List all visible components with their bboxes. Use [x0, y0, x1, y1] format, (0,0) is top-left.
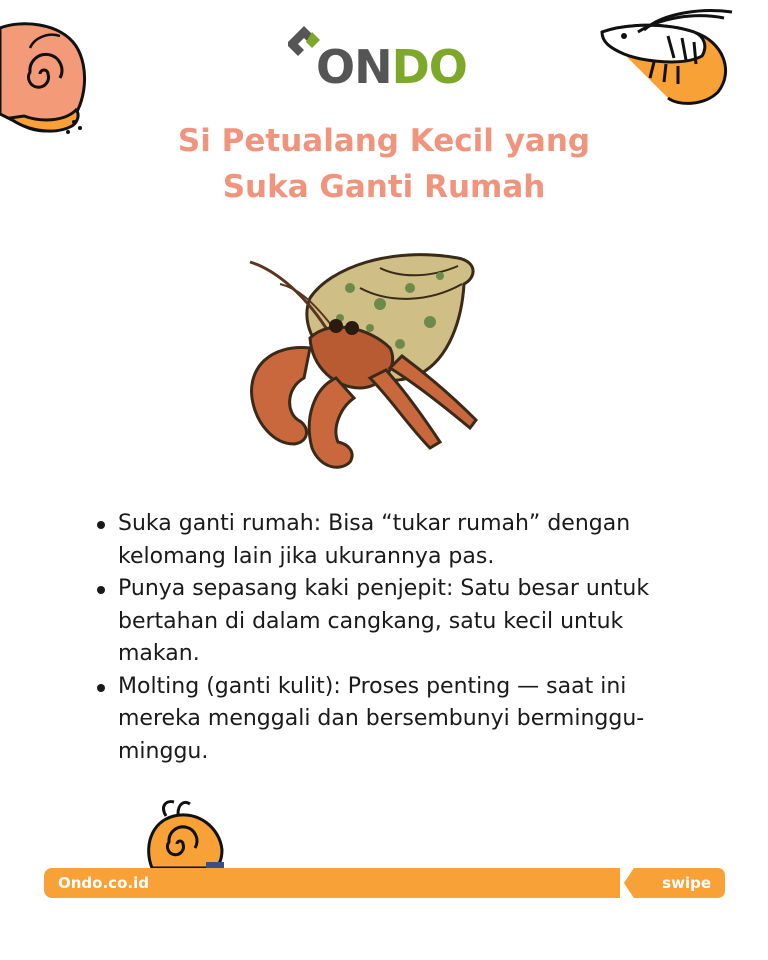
list-item: Suka ganti rumah: Bisa “tukar rumah” dengan kelomang lain jika ukurannya pas.: [92, 508, 692, 573]
swipe-button[interactable]: [620, 868, 725, 898]
ondo-logo: [286, 20, 486, 100]
logo-text-gray: ON: [316, 40, 392, 94]
list-item: Molting (ganti kulit): Proses penting — saat ini mereka menggali dan bersembunyi berminggu-minggu.: [92, 671, 692, 769]
footer-site-link[interactable]: Ondo.co.id: [58, 874, 149, 892]
swipe-label: swipe: [662, 874, 711, 892]
title-line-2: Suka Ganti Rumah: [222, 169, 546, 205]
shrimp-icon: [594, 2, 744, 112]
logo-wordmark: [316, 40, 467, 94]
list-item: Punya sepasang kaki penjepit: Satu besar untuk bertahan di dalam cangkang, satu kecil untuk makan.: [92, 573, 692, 671]
small-snail-icon: [144, 798, 230, 870]
title-line-1: Si Petualang Kecil yang: [177, 123, 591, 159]
page-title: [0, 118, 768, 210]
hermit-crab-illustration: [240, 248, 490, 478]
fact-list: [92, 508, 692, 768]
logo-text-green: DO: [391, 40, 467, 94]
